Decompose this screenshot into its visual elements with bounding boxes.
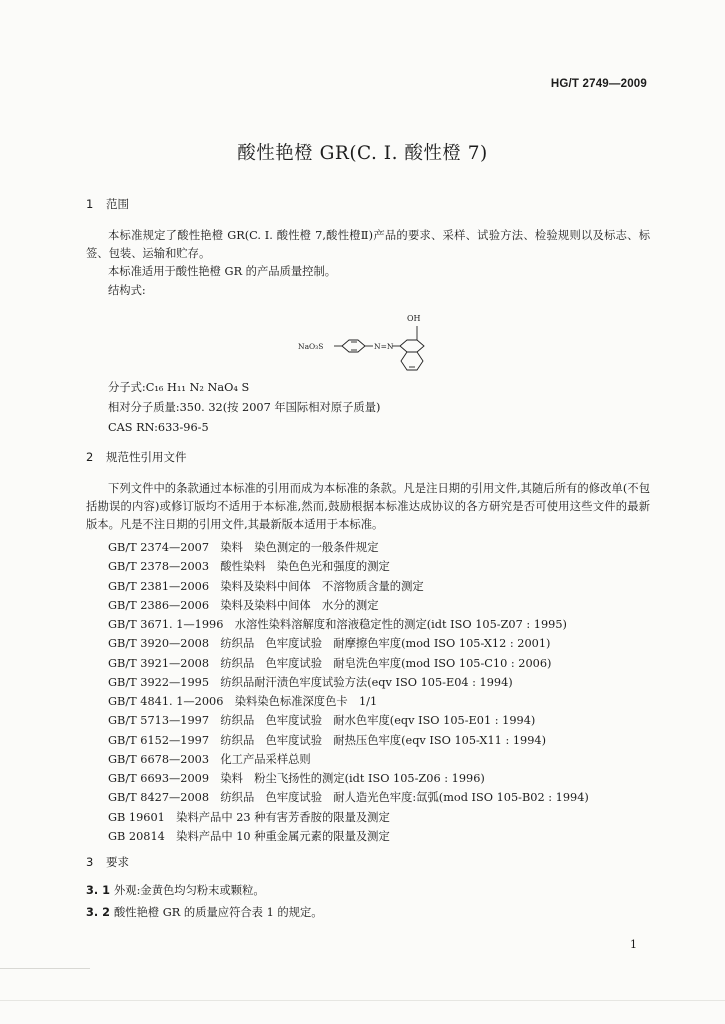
reference-item: GB/T 3671. 1—1996 水溶性染料溶解度和溶液稳定性的测定(idt ISO 105-Z07 : 1995) xyxy=(108,618,567,631)
section-2-number: 2 xyxy=(86,450,94,464)
reference-item: GB/T 6152—1997 纺织品 色牢度试验 耐热压色牢度(eqv ISO 105-X11 : 1994) xyxy=(108,733,546,747)
reference-item: GB/T 6693—2009 染料 粉尘飞扬性的测定(idt ISO 105-Z06 : 1996) xyxy=(108,772,485,785)
page-number: 1 xyxy=(630,938,637,951)
azo-group-label: N=N xyxy=(374,342,394,351)
section-3-heading xyxy=(86,854,129,870)
section-2-heading xyxy=(86,449,187,465)
section-3-number: 3 xyxy=(86,855,94,869)
reference-item: GB/T 2374—2007 染料 染色测定的一般条件规定 xyxy=(108,541,379,554)
reference-item: GB/T 6678—2003 化工产品采样总则 xyxy=(108,752,311,766)
cas-number: CAS RN:633-96-5 xyxy=(108,421,209,434)
molecular-weight: 相对分子质量:350. 32(按 2007 年国际相对原子质量) xyxy=(108,401,381,414)
hydroxyl-label: OH xyxy=(407,314,421,323)
section-1-heading xyxy=(86,196,129,212)
requirement-text: 外观:金黄色均匀粉末或颗粒。 xyxy=(114,884,265,897)
reference-item: GB/T 3921—2008 纺织品 色牢度试验 耐皂洗色牢度(mod ISO 105-C10 : 2006) xyxy=(108,656,552,670)
reference-item: GB/T 3920—2008 纺织品 色牢度试验 耐摩擦色牢度(mod ISO 105-X12 : 2001) xyxy=(108,637,551,651)
reference-list xyxy=(108,538,589,846)
structure-label: 结构式: xyxy=(108,284,146,297)
document-title: 酸性艳橙 GR(C. I. 酸性橙 7) xyxy=(237,143,488,164)
requirement-item xyxy=(86,904,323,922)
section-1-title: 范围 xyxy=(106,197,129,211)
scope-paragraph-1: 本标准规定了酸性艳橙 GR(C. I. 酸性橙 7,酸性橙Ⅱ)产品的要求、采样、试验方法、检验规则以及标志、标签、包装、运输和贮存。 xyxy=(86,229,650,260)
reference-item: GB 19601 染料产品中 23 种有害芳香胺的限量及测定 xyxy=(108,810,390,824)
reference-item: GB/T 2378—2003 酸性染料 染色色光和强度的测定 xyxy=(108,560,390,574)
section-1-number: 1 xyxy=(86,197,94,211)
section-3-title: 要求 xyxy=(106,855,129,869)
requirement-number: 3. 2 xyxy=(86,906,110,919)
sulfonate-label: NaO₃S xyxy=(298,342,324,351)
molecular-formula: 分子式:C₁₆ H₁₁ N₂ NaO₄ S xyxy=(108,381,250,394)
section-2-title: 规范性引用文件 xyxy=(106,450,187,464)
standard-number: HG/T 2749—2009 xyxy=(550,78,647,90)
requirement-item xyxy=(86,882,265,900)
scan-artifact xyxy=(0,1000,725,1001)
scan-artifact xyxy=(0,968,90,969)
reference-item: GB/T 8427—2008 纺织品 色牢度试验 耐人造光色牢度:氙弧(mod ISO 105-B02 : 1994) xyxy=(108,791,589,805)
reference-item: GB/T 3922—1995 纺织品耐汗渍色牢度试验方法(eqv ISO 105-E04 : 1994) xyxy=(108,675,513,689)
structural-formula xyxy=(296,305,446,375)
requirement-text: 酸性艳橙 GR 的质量应符合表 1 的规定。 xyxy=(114,906,323,919)
requirement-number: 3. 1 xyxy=(86,884,110,897)
reference-item: GB 20814 染料产品中 10 种重金属元素的限量及测定 xyxy=(108,829,390,843)
normative-references-paragraph: 下列文件中的条款通过本标准的引用而成为本标准的条款。凡是注日期的引用文件,其随后所有的修改单(不包括勘误的内容)或修订版均不适用于本标准,然而,鼓励根据本标准达成协议的各方研究是否可使用这些文件的最新版本。凡是不注日期的引用文件,其最新版本适用于本标准。 xyxy=(86,482,650,531)
scope-paragraph-2: 本标准适用于酸性艳橙 GR 的产品质量控制。 xyxy=(108,265,337,278)
reference-item: GB/T 5713—1997 纺织品 色牢度试验 耐水色牢度(eqv ISO 105-E01 : 1994) xyxy=(108,714,536,728)
reference-item: GB/T 2381—2006 染料及染料中间体 不溶物质含量的测定 xyxy=(108,579,424,593)
reference-item: GB/T 4841. 1—2006 染料染色标准深度色卡 1/1 xyxy=(108,695,378,708)
reference-item: GB/T 2386—2006 染料及染料中间体 水分的测定 xyxy=(108,598,379,612)
